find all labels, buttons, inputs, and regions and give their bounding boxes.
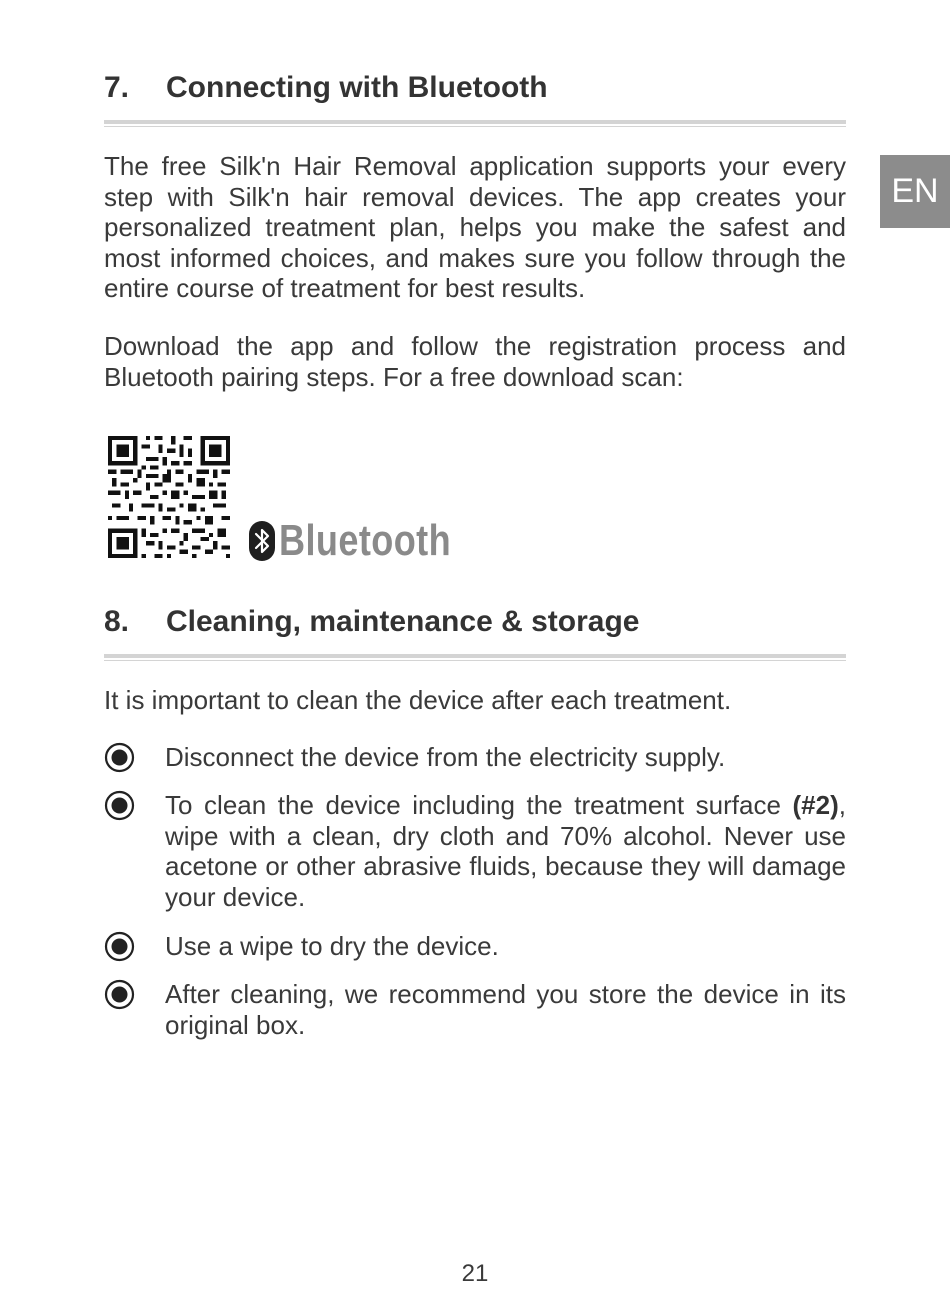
list-item — [104, 790, 846, 912]
section-7-divider — [104, 120, 846, 127]
list-item-text: Use a wipe to dry the device. — [165, 931, 499, 961]
section-8-number: 8. — [104, 605, 130, 638]
list-item-text: Disconnect the device from the electricity supply. — [165, 742, 726, 772]
list-item — [104, 979, 846, 1040]
bluetooth-icon — [249, 520, 275, 562]
section-8-divider — [104, 654, 846, 661]
section-7-heading — [104, 71, 548, 105]
section-8-heading — [104, 605, 639, 639]
section-7-title: Connecting with Bluetooth — [166, 71, 548, 104]
bluetooth-logo — [249, 516, 489, 565]
list-item — [104, 742, 846, 773]
list-item-text: After cleaning, we recommend you store the device in its original box. — [165, 979, 846, 1040]
section-7-paragraph-1: The free Silk'n Hair Removal application supports your every step with Silk'n hair removal devices. The app creates your personalized treatment plan, helps you make the safest and most informed choices, and makes sure you follow through the entire course of treatment for best results. — [104, 151, 846, 304]
bluetooth-wordmark: Bluetooth — [279, 516, 452, 565]
list-item-text — [165, 790, 846, 912]
radio-bullet-icon — [104, 790, 135, 821]
part-reference: (#2) — [792, 790, 839, 820]
radio-bullet-icon — [104, 979, 135, 1010]
list-item-text-part: To clean the device including the treatment surface — [165, 790, 793, 820]
list-item-text-part: , wipe with a clean, dry cloth and 70% alcohol. Never use acetone or other abrasive fluids, because they will damage your device. — [165, 790, 846, 912]
section-8-intro: It is important to clean the device after each treatment. — [104, 685, 732, 715]
radio-bullet-icon — [104, 742, 135, 773]
radio-bullet-icon — [104, 931, 135, 962]
section-7-number: 7. — [104, 71, 130, 104]
qr-code[interactable] — [108, 436, 230, 558]
page-number: 21 — [461, 1260, 489, 1287]
section-8-title: Cleaning, maintenance & storage — [166, 605, 640, 638]
list-item — [104, 931, 846, 962]
language-tab: EN — [880, 155, 950, 228]
section-7-paragraph-2: Download the app and follow the registration process and Bluetooth pairing steps. For a free download scan: — [104, 331, 846, 392]
